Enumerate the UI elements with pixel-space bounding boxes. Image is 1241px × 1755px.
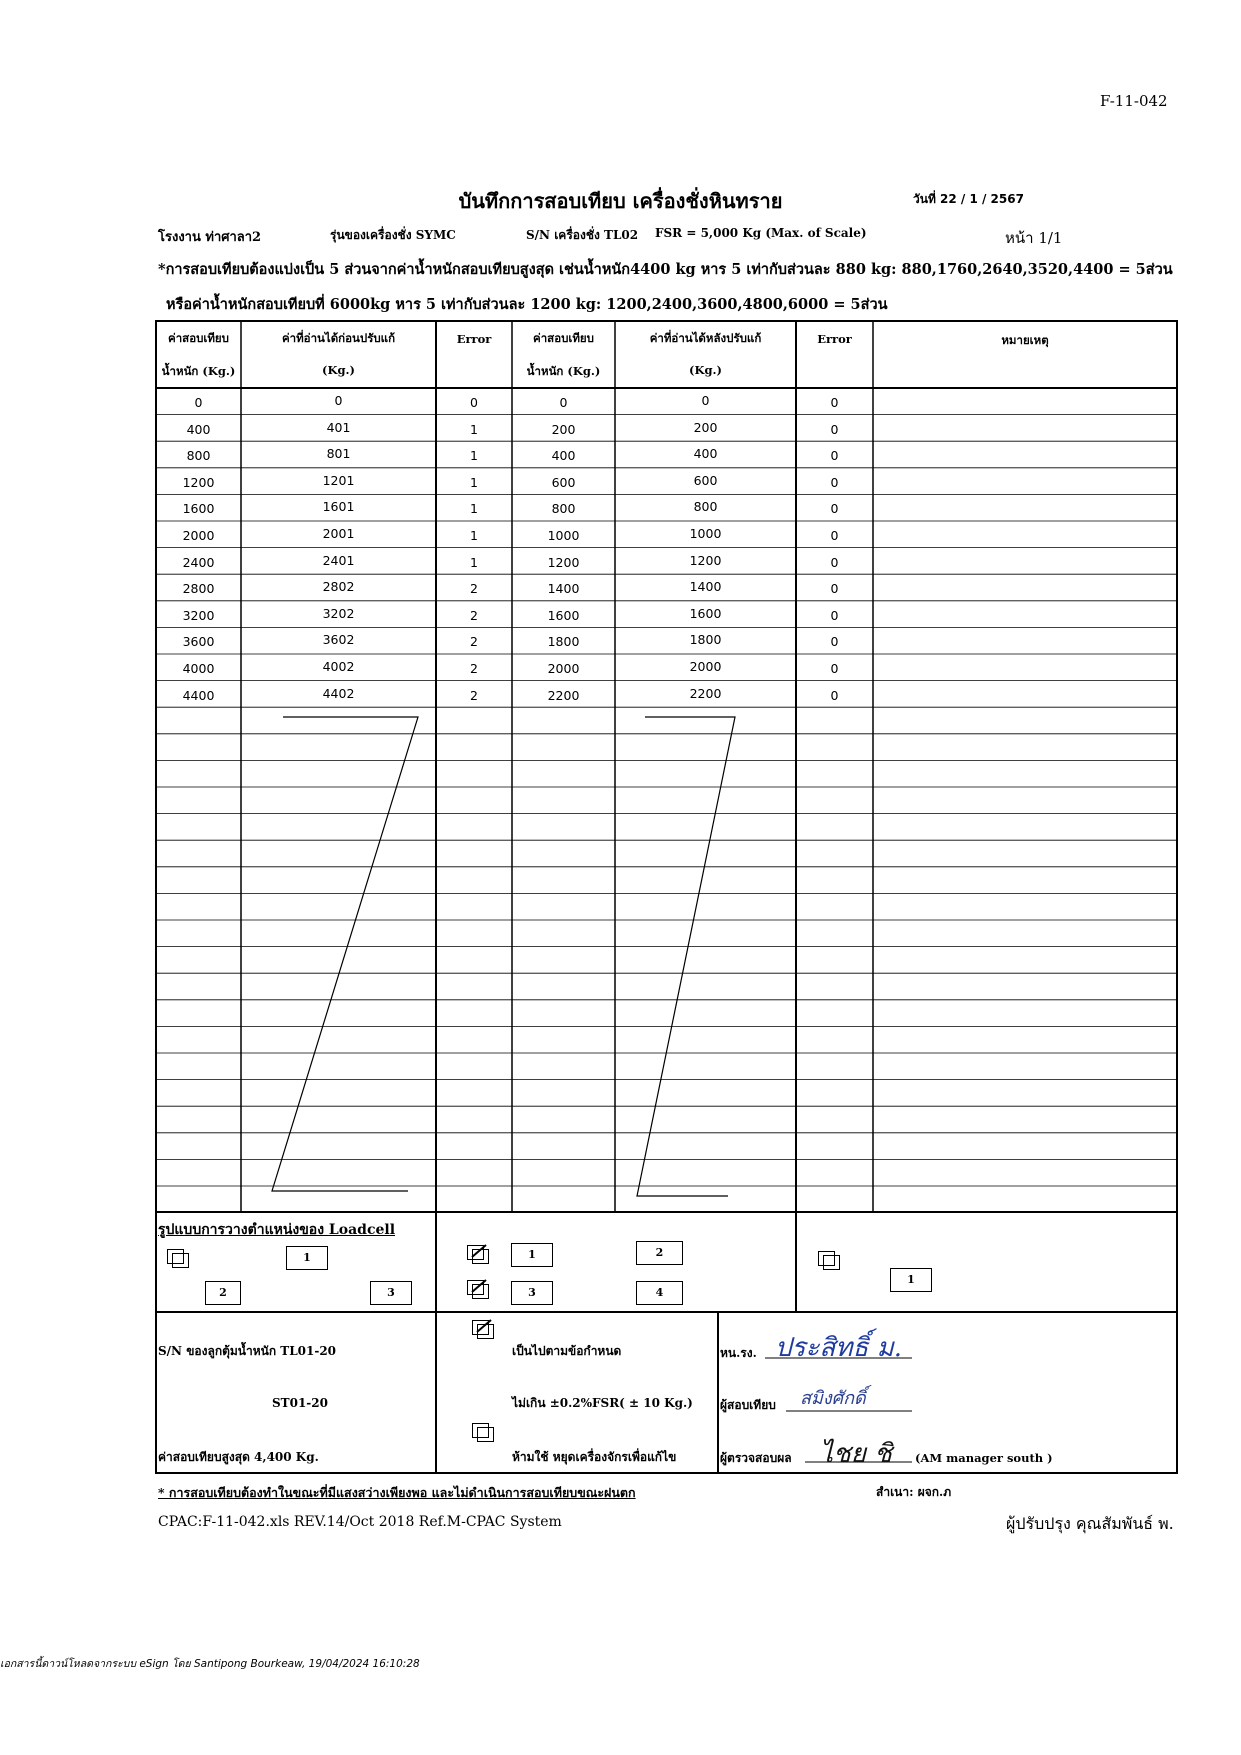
cell-error-before: 0 [470, 395, 478, 410]
loadcell-option-3-checkbox[interactable] [167, 1249, 184, 1264]
cell-after-adjust: 2200 [689, 685, 722, 701]
cell-after-adjust: 800 [693, 499, 718, 515]
fsr: FSR = 5,000 Kg (Max. of Scale) [655, 226, 867, 240]
cancel-mark-left [272, 717, 418, 1191]
calibrator-label: ผู้สอบเทียบ [720, 1398, 776, 1412]
cell-cal-weight-2: 2200 [547, 687, 580, 703]
cell-before-adjust: 2001 [322, 526, 355, 541]
scale-serial: S/N เครื่องชั่ง TL02 [526, 228, 639, 242]
copy-to: สำเนา: ผจก.ภ [876, 1485, 952, 1499]
updater: ผู้ปรับปรุง คุณสัมพันธ์ พ. [1006, 1514, 1174, 1533]
cell-cal-weight: 800 [186, 448, 211, 464]
cell-before-adjust: 1201 [322, 472, 355, 488]
header-cal-weight-1: ค่าสอบเทียบ [168, 331, 229, 345]
header-after-adjust-unit: (Kg.) [689, 363, 722, 377]
header-after-adjust: ค่าที่อ่านได้หลังปรับแก้ [649, 331, 762, 345]
check-mark-icon [473, 1318, 495, 1336]
esign-notice: เอกสารนี้ดาวน์โหลดจากระบบ eSign โดย Santipong Bourkeaw, 19/04/2024 16:10:28 [0, 1658, 420, 1670]
revision-info: CPAC:F-11-042.xls REV.14/Oct 2018 Ref.M-CPAC System [158, 1514, 562, 1530]
cell-error-after: 0 [830, 581, 839, 597]
cell-after-adjust: 0 [701, 393, 710, 408]
document-number: F-11-042 [1100, 92, 1168, 110]
header-error-2: Error [817, 332, 852, 346]
cell-error-after: 0 [830, 528, 839, 543]
cell-after-adjust: 1800 [689, 632, 722, 648]
date: วันที่ 22 / 1 / 2567 [913, 192, 1024, 206]
cell-cal-weight-2: 400 [551, 448, 576, 464]
cell-error-after: 0 [830, 554, 839, 570]
cell-cal-weight-2: 200 [551, 421, 576, 437]
am-manager-label: (AM manager south ) [915, 1451, 1053, 1465]
cell-error-before: 2 [470, 634, 478, 650]
cell-error-before: 2 [470, 687, 478, 703]
cell-cal-weight-2: 1400 [547, 581, 580, 597]
cell-error-before: 2 [470, 581, 478, 597]
header-cal-weight-2: ค่าสอบเทียบ [533, 331, 594, 345]
cell-cal-weight: 3600 [182, 634, 215, 650]
cancel-mark-right [637, 717, 735, 1196]
note-line-2: หรือค่าน้ำหนักสอบเทียบที่ 6000kg หาร 5 เท่ากับส่วนละ 1200 kg: 1200,2400,3600,4800,6000 = 5ส่วน [166, 296, 888, 313]
cell-after-adjust: 600 [693, 472, 718, 488]
footer-warning: * การสอบเทียบต้องทำในขณะที่มีแสงสว่างเพียงพอ และไม่ดำเนินการสอบเทียบขณะฝนตก [158, 1485, 636, 1500]
header-cal-weight-2-unit: น้ำหนัก (Kg.) [526, 364, 601, 378]
result-pass-label: เป็นไปตามข้อกำหนด [512, 1344, 622, 1358]
cell-cal-weight-2: 1600 [547, 607, 580, 623]
cell-after-adjust: 2000 [689, 659, 722, 674]
checker-signature: ไชย ชิ [820, 1439, 892, 1469]
cell-error-before: 1 [470, 501, 478, 517]
cell-cal-weight-2: 1000 [547, 528, 580, 543]
check-mark-icon [468, 1278, 490, 1296]
loadcell-b-1: 1 [511, 1243, 553, 1267]
cell-cal-weight: 1200 [182, 474, 215, 490]
document-title: บันทึกการสอบเทียบ เครื่องชั่งหินทราย [458, 189, 783, 213]
calibrator-signature: สมิงศักดิ์ [800, 1388, 866, 1409]
reference-weight-sn: S/N ของลูกตุ้มน้ำหนัก TL01-20 [158, 1344, 337, 1358]
cell-cal-weight: 400 [186, 421, 211, 437]
scale-model: รุ่นของเครื่องชั่ง SYMC [330, 228, 456, 242]
loadcell-a-1: 1 [286, 1246, 328, 1270]
cell-before-adjust: 4402 [322, 685, 355, 701]
cell-error-before: 1 [470, 554, 478, 570]
cell-error-after: 0 [830, 661, 839, 676]
cell-before-adjust: 801 [326, 446, 351, 462]
cell-cal-weight: 2800 [182, 581, 215, 597]
loadcell-b-2: 2 [636, 1241, 683, 1265]
cell-error-after: 0 [830, 421, 839, 437]
cell-cal-weight-2: 800 [551, 501, 576, 517]
result-fail-checkbox[interactable] [472, 1423, 489, 1438]
cell-after-adjust: 1200 [689, 552, 722, 568]
tolerance-label: ไม่เกิน ±0.2%FSR( ± 10 Kg.) [512, 1396, 693, 1410]
header-cal-weight-1-unit: น้ำหนัก (Kg.) [161, 364, 236, 378]
cell-cal-weight: 3200 [182, 607, 215, 623]
cell-cal-weight-2: 600 [551, 474, 576, 490]
cell-after-adjust: 1000 [689, 526, 722, 541]
cell-before-adjust: 2401 [322, 552, 355, 568]
plant-manager-signature: ประสิทธิ์ ม. [775, 1333, 902, 1363]
cell-cal-weight: 4400 [182, 687, 215, 703]
cell-cal-weight: 4000 [182, 661, 215, 676]
cell-error-after: 0 [830, 634, 839, 650]
max-calibration: ค่าสอบเทียบสูงสุด 4,400 Kg. [158, 1450, 319, 1464]
cell-error-before: 1 [470, 528, 478, 543]
cell-cal-weight-2: 1800 [547, 634, 580, 650]
cell-cal-weight-2: 1200 [547, 554, 580, 570]
reference-weight-sn-2: ST01-20 [272, 1396, 328, 1410]
header-before-adjust: ค่าที่อ่านได้ก่อนปรับแก้ [281, 331, 396, 345]
cell-error-before: 2 [470, 661, 478, 676]
cell-cal-weight: 0 [194, 395, 203, 410]
cell-error-after: 0 [830, 395, 839, 410]
header-before-adjust-unit: (Kg.) [322, 363, 355, 377]
cell-cal-weight-2: 2000 [547, 661, 580, 676]
loadcell-c-1: 1 [890, 1268, 932, 1292]
cell-after-adjust: 200 [693, 419, 718, 435]
loadcell-title: รูปแบบการวางตำแหน่งของ Loadcell [158, 1222, 396, 1238]
cell-cal-weight: 1600 [182, 501, 215, 517]
cell-error-before: 1 [470, 448, 478, 464]
cell-error-after: 0 [830, 474, 839, 490]
cell-error-before: 1 [470, 474, 478, 490]
plant: โรงงาน ท่าศาลา2 [158, 230, 262, 245]
cell-before-adjust: 4002 [322, 659, 355, 674]
cell-cal-weight-2: 0 [559, 395, 568, 410]
cell-cal-weight: 2000 [182, 528, 215, 543]
cell-after-adjust: 1400 [689, 579, 722, 595]
loadcell-b-3: 3 [511, 1281, 553, 1305]
cell-cal-weight: 2400 [182, 554, 215, 570]
cell-error-after: 0 [830, 448, 839, 464]
cell-before-adjust: 1601 [322, 499, 355, 515]
cell-before-adjust: 401 [326, 419, 351, 435]
cell-error-after: 0 [830, 687, 839, 703]
cell-error-after: 0 [830, 501, 839, 517]
result-fail-label: ห้ามใช้ หยุดเครื่องจักรเพื่อแก้ไข [512, 1450, 677, 1464]
cell-before-adjust: 0 [334, 393, 343, 408]
checker-label: ผู้ตรวจสอบผล [720, 1451, 792, 1465]
loadcell-a-3: 3 [370, 1281, 412, 1305]
note-line-1: *การสอบเทียบต้องแบ่งเป็น 5 ส่วนจากค่าน้ำหนักสอบเทียบสูงสุด เช่นน้ำหนัก4400 kg หาร 5 เท่ากับส่วนละ 880 kg: 880,1760,2640,3520,4400 = 5ส่วน [158, 261, 1173, 278]
cell-error-before: 2 [470, 607, 478, 623]
plant-manager-label: หน.รง. [720, 1346, 757, 1360]
cell-after-adjust: 400 [693, 446, 718, 462]
cell-before-adjust: 3202 [322, 605, 355, 621]
cell-error-before: 1 [470, 421, 478, 437]
loadcell-option-1-checkbox[interactable] [818, 1251, 835, 1266]
header-error-1: Error [456, 332, 492, 346]
cell-error-after: 0 [830, 607, 839, 623]
cell-before-adjust: 3602 [322, 632, 355, 648]
page-number: หน้า 1/1 [1005, 229, 1063, 247]
loadcell-a-2: 2 [205, 1281, 241, 1305]
cell-after-adjust: 1600 [689, 605, 722, 621]
cell-before-adjust: 2802 [322, 579, 355, 595]
header-remarks: หมายเหตุ [1001, 333, 1049, 347]
loadcell-b-4: 4 [636, 1281, 683, 1305]
check-mark-icon [468, 1243, 490, 1261]
